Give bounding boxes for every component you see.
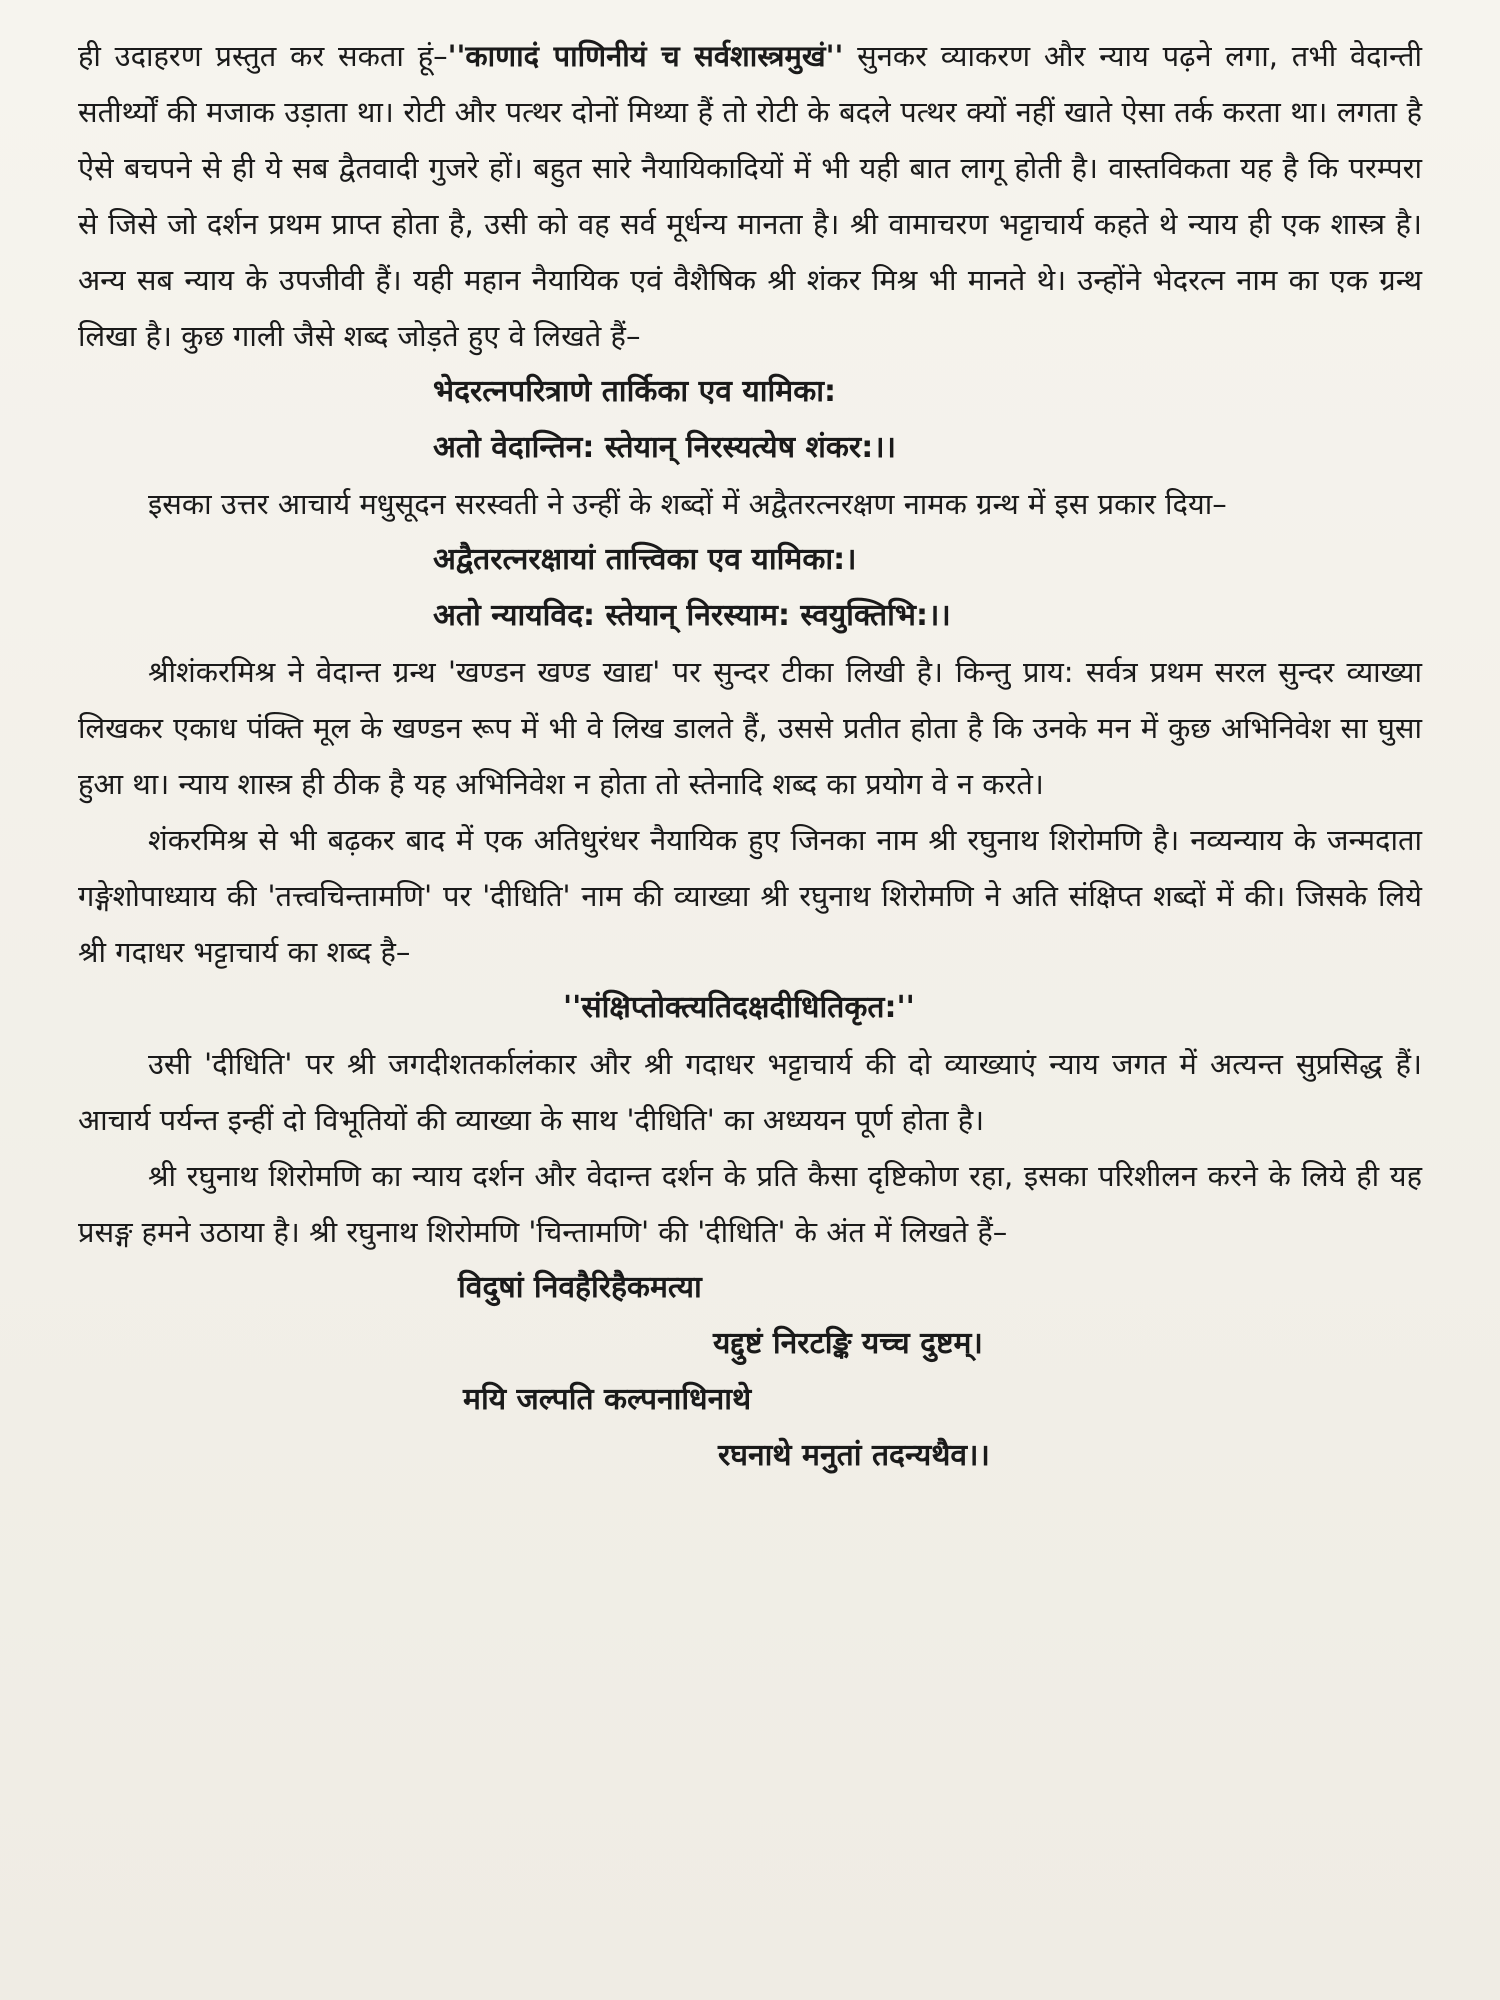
- verse-2-line-1: अद्वैतरत्नरक्षायां तात्त्विका एव यामिका:।: [433, 542, 857, 577]
- verse-3-quote: ''संक्षिप्तोक्त्यतिदक्षदीधितिकृत:'': [563, 990, 915, 1025]
- paragraph-6: श्री रघुनाथ शिरोमणि का न्याय दर्शन और वेदान्त दर्शन के प्रति कैसा दृष्टिकोण रहा, इसका परिशीलन करने के लिये ही यह प्रसङ्ग हमने उठाया है। श्री रघुनाथ शिरोमणि 'चिन्तामणि' की 'दीधिति' के अंत में लिखते हैं–: [78, 1159, 1422, 1249]
- paragraph-5: उसी 'दीधिति' पर श्री जगदीशतर्कालंकार और श्री गदाधर भट्टाचार्य की दो व्याख्याएं न्याय जगत में अत्यन्त सुप्रसिद्ध हैं। आचार्य पर्यन्त इन्हीं दो विभूतियों की व्याख्या के साथ 'दीधिति' का अध्ययन पूर्ण होता है।: [78, 1047, 1422, 1137]
- verse-4-line-4: रघनाथे मनुतां तदन्यथैव।।: [718, 1438, 990, 1473]
- paragraph-1-quote: ''काणादं पाणिनीयं च सर्वशास्त्रमुखं'': [447, 39, 844, 73]
- verse-1-line-2: अतो वेदान्तिन: स्तेयान् निरस्यत्येष शंकर:।।: [433, 430, 896, 465]
- paragraph-1-post: सुनकर व्याकरण और न्याय पढ़ने लगा, तभी वेदान्ती सतीर्थ्यों की मजाक उड़ाता था। रोटी और पत्थर दोनों मिथ्या हैं तो रोटी के बदले पत्थर क्यों नहीं खाते ऐसा तर्क करता था। लगता है ऐसे बचपने से ही ये सब द्वैतवादी गुजरे हों। बहुत सारे नैयायिकादियों में भी यही बात लागू होती है। वास्तविकता यह है कि परम्परा से जिसे जो दर्शन प्रथम प्राप्त होता है, उसी को वह सर्व मूर्धन्य मानता है। श्री वामाचरण भट्टाचार्य कहते थे न्याय ही एक शास्त्र है। अन्य सब न्याय के उपजीवी हैं। यही महान नैयायिक एवं वैशैषिक श्री शंकर मिश्र भी मानते थे। उन्होंने भेदरत्न नाम का एक ग्रन्थ लिखा है। कुछ गाली जैसे शब्द जोड़ते हुए वे लिखते हैं–: [78, 39, 1423, 353]
- verse-4-line-2: यद्दुष्टं निरटङ्कि यच्च दुष्टम्।: [713, 1326, 983, 1361]
- verse-4-line-3: मयि जल्पति कल्पनाधिनाथे: [463, 1382, 752, 1417]
- verse-1-line-1: भेदरत्नपरित्राणे तार्किका एव यामिका:: [433, 374, 837, 409]
- verse-4-line-1: विदुषां निवहैरिहैकमत्या: [458, 1270, 702, 1305]
- paragraph-4: शंकरमिश्र से भी बढ़कर बाद में एक अतिधुरंधर नैयायिक हुए जिनका नाम श्री रघुनाथ शिरोमणि है। नव्यन्याय के जन्मदाता गङ्गेशोपाध्याय की 'तत्त्वचिन्तामणि' पर 'दीधिति' नाम की व्याख्या श्री रघुनाथ शिरोमणि ने अति संक्षिप्त शब्दों में की। जिसके लिये श्री गदाधर भट्टाचार्य का शब्द है–: [78, 823, 1422, 969]
- paragraph-1: [78, 28, 1422, 364]
- verse-2-line-2: अतो न्यायविद: स्तेयान् निरस्याम: स्वयुक्तिभि:।।: [433, 598, 951, 633]
- paragraph-3: श्रीशंकरमिश्र ने वेदान्त ग्रन्थ 'खण्डन खण्ड खाद्य' पर सुन्दर टीका लिखी है। किन्तु प्राय: सर्वत्र प्रथम सरल सुन्दर व्याख्या लिखकर एकाध पंक्ति मूल के खण्डन रूप में भी वे लिख डालते हैं, उससे प्रतीत होता है कि उनके मन में कुछ अभिनिवेश सा घुसा हुआ था। न्याय शास्त्र ही ठीक है यह अभिनिवेश न होता तो स्तेनादि शब्द का प्रयोग वे न करते।: [78, 655, 1422, 801]
- paragraph-2: इसका उत्तर आचार्य मधुसूदन सरस्वती ने उन्हीं के शब्दों में अद्वैतरत्नरक्षण नामक ग्रन्थ में इस प्रकार दिया–: [148, 487, 1227, 521]
- paragraph-1-pre: ही उदाहरण प्रस्तुत कर सकता हूं–: [78, 39, 448, 73]
